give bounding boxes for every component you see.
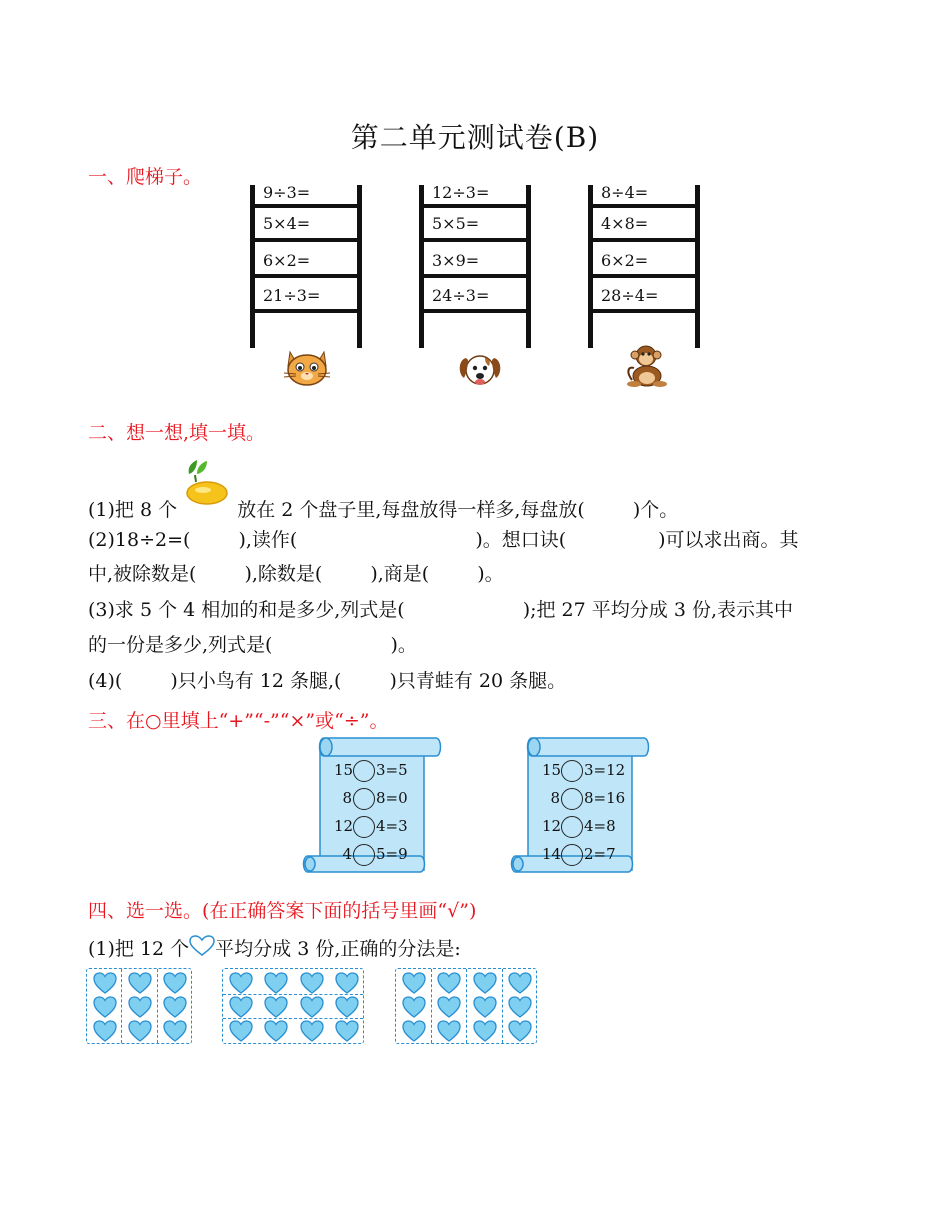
q2-2-text-d: )可以求出商。其 <box>658 529 799 551</box>
operator-circle-input[interactable] <box>561 760 583 782</box>
scroll-equation <box>334 788 408 810</box>
ladder-rung <box>424 204 526 208</box>
heart-icon <box>300 972 324 994</box>
q2-4-text-b: )只小鸟有 12 条腿,( <box>170 670 342 692</box>
scroll-equation <box>334 816 408 838</box>
equation-rest: 8=0 <box>376 789 408 807</box>
operand: 12 <box>542 817 562 835</box>
heart-icon <box>163 972 187 994</box>
q2-1-text-b: 放在 2 个盘子里,每盘放得一样多,每盘放( <box>237 499 585 521</box>
q2-1-text-c: )个。 <box>632 499 679 521</box>
ladder-equation[interactable]: 8÷4= <box>601 183 649 202</box>
question-2-1 <box>88 476 678 522</box>
heart-icon <box>300 1020 324 1042</box>
operator-circle-input[interactable] <box>561 844 583 866</box>
q4-1-text-a: (1)把 12 个 <box>88 938 190 960</box>
divider <box>223 994 363 995</box>
heart-icon <box>473 972 497 994</box>
heart-icon <box>93 972 117 994</box>
ladder-equation[interactable]: 28÷4= <box>601 286 659 305</box>
equation-rest: 4=3 <box>376 817 408 835</box>
heart-icon <box>229 972 253 994</box>
heart-icon <box>473 996 497 1018</box>
q2-2-text-b: ),读作( <box>238 529 298 551</box>
q2-4-text-c: )只青蛙有 20 条腿。 <box>389 670 567 692</box>
ladder-rung <box>593 274 695 278</box>
divider <box>466 969 467 1043</box>
monkey-icon <box>622 342 672 392</box>
lemon-icon <box>183 476 231 506</box>
operator-circle-input[interactable] <box>353 788 375 810</box>
scroll-equation <box>334 760 408 782</box>
operator-circle-input[interactable] <box>561 816 583 838</box>
heart-icon <box>473 1020 497 1042</box>
q2-2-text-g: ),商是( <box>370 563 430 585</box>
q2-2-text-a: (2)18÷2=( <box>88 529 191 551</box>
question-4-1 <box>88 934 461 961</box>
heart-icon <box>163 996 187 1018</box>
ladder-rung <box>424 309 526 313</box>
cat-icon <box>282 346 332 392</box>
question-2-2-line-1 <box>88 525 799 552</box>
equation-rest: 3=12 <box>584 761 626 779</box>
equation-rest: 5=9 <box>376 845 408 863</box>
heart-icon <box>264 996 288 1018</box>
operand: 8 <box>550 789 560 807</box>
section-1-heading: 一、爬梯子。 <box>88 166 203 188</box>
heart-icon <box>508 1020 532 1042</box>
heart-icon <box>402 972 426 994</box>
scroll-equation <box>542 788 625 810</box>
ladder-rung <box>593 309 695 313</box>
question-2-3-line-1 <box>88 595 793 622</box>
question-2-2-line-2 <box>88 559 504 586</box>
operand: 4 <box>342 845 352 863</box>
heart-icon <box>335 972 359 994</box>
ladder-rung <box>255 238 357 242</box>
heart-icon <box>300 996 324 1018</box>
operand: 14 <box>542 845 562 863</box>
divider <box>157 969 158 1043</box>
operand: 8 <box>342 789 352 807</box>
q2-3-text-c: 的一份是多少,列式是( <box>88 634 273 656</box>
equation-rest: 3=5 <box>376 761 408 779</box>
ladder-rail <box>250 185 255 348</box>
ladder-equation[interactable]: 12÷3= <box>432 183 490 202</box>
heart-group-option[interactable] <box>395 968 537 1044</box>
ladder-rail <box>588 185 593 348</box>
dog-icon <box>455 348 505 394</box>
q2-2-text-h: )。 <box>477 563 504 585</box>
scroll-card <box>302 736 442 876</box>
ladder-equation[interactable]: 24÷3= <box>432 286 490 305</box>
q2-2-text-c: )。想口诀( <box>475 529 567 551</box>
ladder-rail <box>357 185 362 348</box>
page-title: 第二单元测试卷(B) <box>350 121 600 154</box>
heart-icon <box>264 1020 288 1042</box>
q2-4-text-a: (4)( <box>88 670 123 692</box>
operand: 12 <box>334 817 354 835</box>
scroll-equation <box>542 816 616 838</box>
heart-icon <box>264 972 288 994</box>
q2-3-text-b: );把 27 平均分成 3 份,表示其中 <box>522 599 793 621</box>
q2-3-text-d: )。 <box>390 634 417 656</box>
divider <box>121 969 122 1043</box>
ladder-equation[interactable]: 4×8= <box>601 214 649 233</box>
scroll-equation <box>334 844 408 866</box>
ladder-equation[interactable]: 3×9= <box>432 251 480 270</box>
heart-icon <box>128 1020 152 1042</box>
q2-2-text-e: 中,被除数是( <box>88 563 197 585</box>
ladder-equation[interactable]: 5×4= <box>263 214 311 233</box>
q4-1-text-b: 平均分成 3 份,正确的分法是: <box>215 938 461 960</box>
equation-rest: 8=16 <box>584 789 626 807</box>
ladder-equation[interactable]: 5×5= <box>432 214 480 233</box>
section-4-heading: 四、选一选。(在正确答案下面的括号里画“√”) <box>88 900 477 922</box>
ladder-rail <box>419 185 424 348</box>
operator-circle-input[interactable] <box>353 816 375 838</box>
heart-icon <box>437 1020 461 1042</box>
ladder-rail <box>695 185 700 348</box>
q2-1-text-a: (1)把 8 个 <box>88 499 178 521</box>
section-3-heading: 三、在○里填上“+”“-”“×”或“÷”。 <box>88 710 389 732</box>
ladder-rung <box>255 309 357 313</box>
divider <box>431 969 432 1043</box>
heart-icon <box>93 1020 117 1042</box>
ladder-rung <box>424 274 526 278</box>
q2-2-text-f: ),除数是( <box>244 563 323 585</box>
ladder <box>588 185 700 348</box>
ladder-equation[interactable]: 9÷3= <box>263 183 311 202</box>
operator-circle-input[interactable] <box>561 788 583 810</box>
equation-rest: 2=7 <box>584 845 616 863</box>
ladder-rail <box>526 185 531 348</box>
heart-group-option[interactable] <box>86 968 192 1044</box>
heart-icon <box>189 935 215 957</box>
heart-icon <box>128 996 152 1018</box>
operand: 15 <box>542 761 562 779</box>
ladder <box>250 185 362 348</box>
heart-icon <box>93 996 117 1018</box>
ladder <box>419 185 531 348</box>
equation-rest: 4=8 <box>584 817 616 835</box>
scroll-equation <box>542 760 625 782</box>
heart-icon <box>229 1020 253 1042</box>
operator-circle-input[interactable] <box>353 844 375 866</box>
scroll-card <box>510 736 650 876</box>
operator-circle-input[interactable] <box>353 760 375 782</box>
ladder-rung <box>593 204 695 208</box>
ladder-equation[interactable]: 6×2= <box>263 251 311 270</box>
heart-icon <box>437 996 461 1018</box>
question-2-4 <box>88 666 566 693</box>
ladder-rung <box>593 238 695 242</box>
heart-icon <box>508 972 532 994</box>
heart-group-option[interactable] <box>222 968 364 1044</box>
q2-3-text-a: (3)求 5 个 4 相加的和是多少,列式是( <box>88 599 405 621</box>
scroll-equation <box>542 844 616 866</box>
divider <box>223 1018 363 1019</box>
heart-icon <box>335 996 359 1018</box>
question-2-3-line-2 <box>88 630 417 657</box>
ladder-equation[interactable]: 21÷3= <box>263 286 321 305</box>
heart-icon <box>402 996 426 1018</box>
heart-icon <box>229 996 253 1018</box>
heart-icon <box>335 1020 359 1042</box>
divider <box>502 969 503 1043</box>
heart-icon <box>402 1020 426 1042</box>
heart-icon <box>508 996 532 1018</box>
ladder-rung <box>255 274 357 278</box>
heart-icon <box>163 1020 187 1042</box>
section-2-heading: 二、想一想,填一填。 <box>88 422 266 444</box>
ladder-rung <box>424 238 526 242</box>
operand: 15 <box>334 761 354 779</box>
ladder-equation[interactable]: 6×2= <box>601 251 649 270</box>
heart-icon <box>437 972 461 994</box>
ladder-rung <box>255 204 357 208</box>
heart-icon <box>128 972 152 994</box>
